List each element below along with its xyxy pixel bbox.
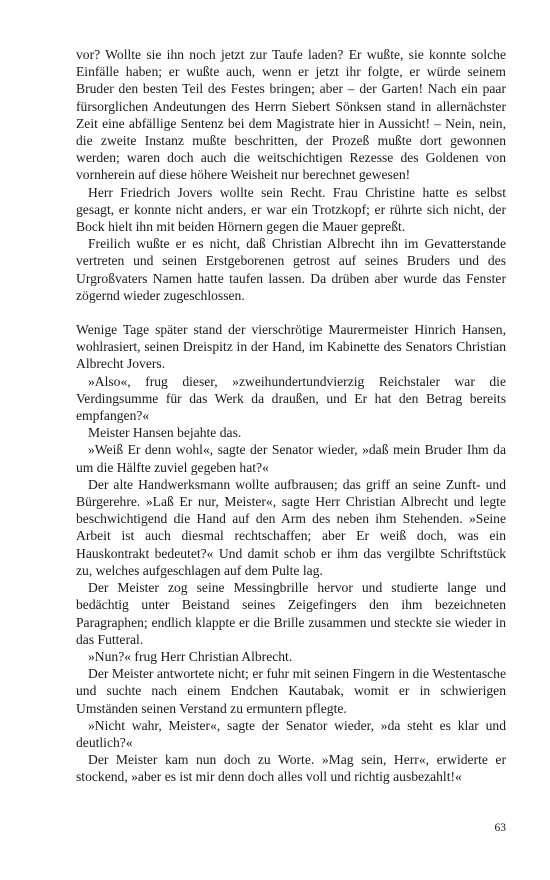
paragraph-5: »Also«, frug dieser, »zweihundertundvierzig Reichstaler war die Verdingsumme für das Werk da draußen, und Er hat den Betrag bereits empfangen?« [76,373,506,424]
paragraph-4: Wenige Tage später stand der vierschrötige Maurermeister Hinrich Hansen, wohlrasiert, seinen Dreispitz in der Hand, im Kabinette des Senators Christian Albrecht Jovers. [76,322,506,372]
paragraph-7: »Weiß Er denn wohl«, sagte der Senator wieder, »daß mein Bruder Ihm da um die Hälfte zuviel gegeben hat?« [76,442,506,475]
paragraph-11: Der Meister antwortete nicht; er fuhr mit seinen Fingern in die Westentasche und suchte nach einem Endchen Kautabak, womit er in schwierigen Umständen seinen Verstand zu ermuntern pflegte. [76,666,506,716]
paragraph-9: Der Meister zog seine Messingbrille hervor und studierte lange und bedächtig unter Beistand seines Zeigefingers den ihm bezeichneten Paragraphen; endlich klappte er die Brille zusammen und steckte sie wieder in das Futteral. [76,580,506,647]
paragraph-2: Herr Friedrich Jovers wollte sein Recht. Frau Christine hatte es selbst gesagt, er konnte nicht anders, er war ein Trotzkopf; er rührte sich nicht, der Bock hielt ihn mit beiden Hörnern gegen die Mauer gepreßt. [76,184,506,235]
paragraph-3: Freilich wußte er es nicht, daß Christian Albrecht ihn im Gevatterstande vertreten und seinen Erstgeborenen getrost auf seines Bruders und des Urgroßvaters Namen hatte taufen lassen. Da drüben aber wurde das Fenster zögernd wieder zugeschlossen. [76,236,506,303]
page-body [76,46,506,786]
paragraph-6: Meister Hansen bejahte das. [88,425,242,441]
paragraph-8: Der alte Handwerksmann wollte aufbrausen; das griff an seine Zunft- und Bürgerehre. »Laß Er nur, Meister«, sagte Herr Christian Albrecht und legte beschwichtigend die Hand auf den Arm des neben ihm Stehenden. »Seine Arbeit ist auch diesmal rechtschaffen; aber Er weiß doch, was ein Hauskontrakt bedeutet?« Und damit schob er ihm das vergilbte Schriftstück zu, welches aufgeschlagen auf dem Pulte lag. [76,476,506,578]
page-number: 63 [494,822,506,834]
paragraph-12: »Nicht wahr, Meister«, sagte der Senator wieder, »da steht es klar und deutlich?« [76,717,506,750]
paragraph-1: vor? Wollte sie ihn noch jetzt zur Taufe laden? Er wußte, sie konnte solche Einfälle haben; er wußte auch, wenn er jetzt ihr folgte, er würde seinem Bruder den besten Teil des Festes bringen; aber – der Garten! Nach ein paar fürsorglichen Andeutungen des Herrn Siebert Sönksen stand in allernächster Zeit eine abfällige Sentenz bei dem Magistrate hier in Aussicht! – Nein, nein, die zweite Instanz mußte beschritten, der Prozeß mußte dort gewonnen werden; waren doch auch die weitschichtigen Rezesse des Goldenen von vornherein auf diese höhere Weisheit nur berechnet gewesen! [76,47,506,183]
paragraph-13: Der Meister kam nun doch zu Worte. »Mag sein, Herr«, erwiderte er stockend, »aber es ist mir denn doch alles voll und richtig ausbezahlt!« [76,752,506,785]
paragraph-10: »Nun?« frug Herr Christian Albrecht. [88,648,293,664]
